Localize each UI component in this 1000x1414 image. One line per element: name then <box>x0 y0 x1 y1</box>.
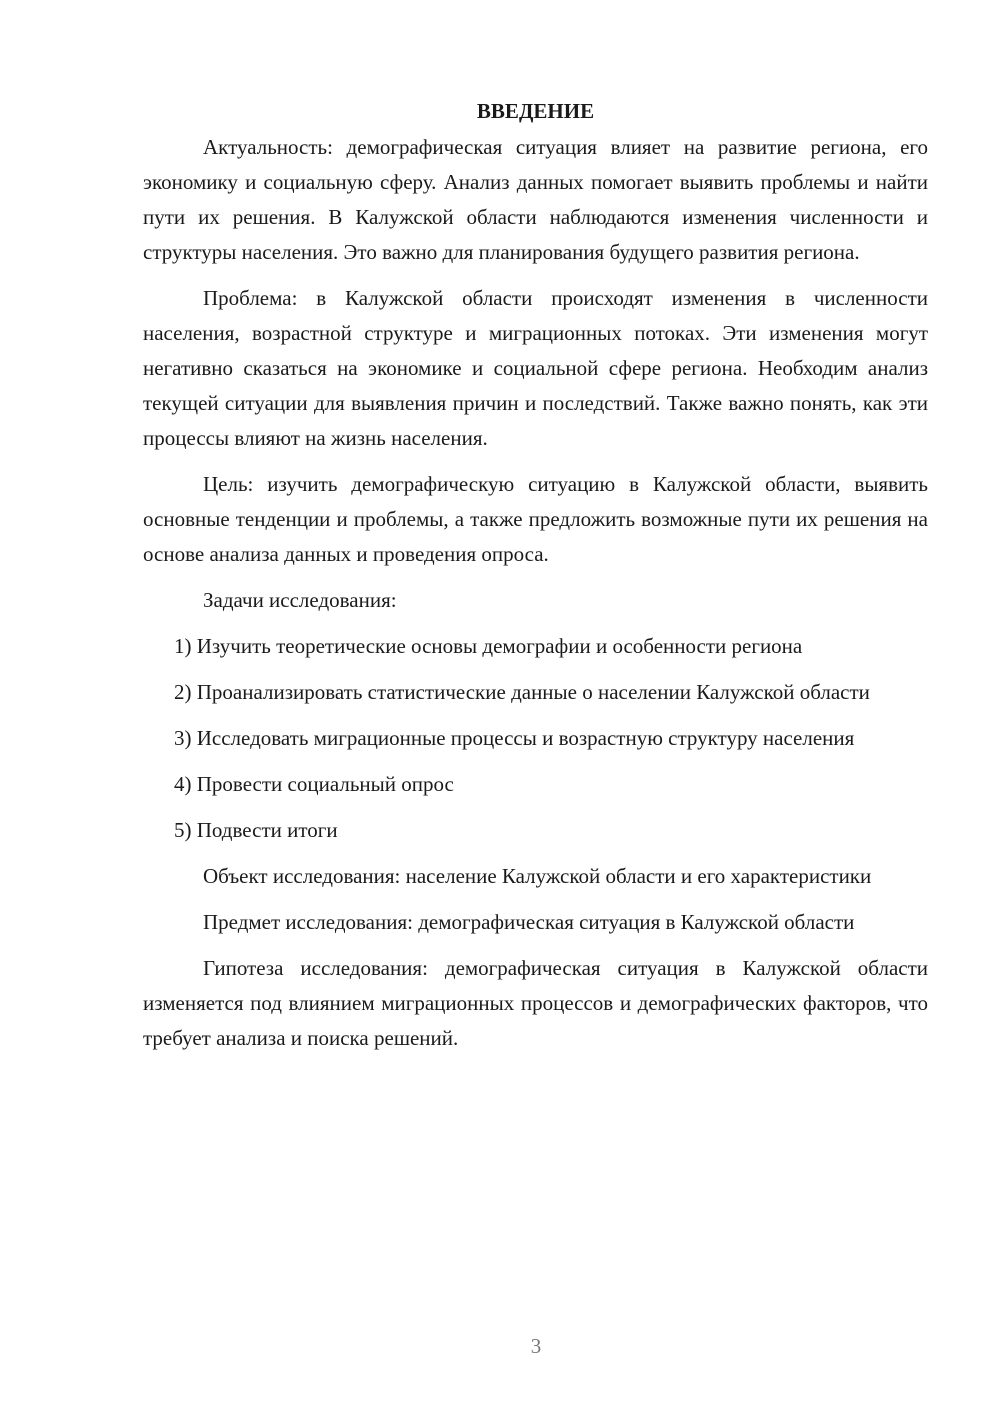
task-item-4: 4) Провести социальный опрос <box>174 772 454 796</box>
object-paragraph: Объект исследования: население Калужской области и его характеристики <box>203 864 872 888</box>
task-item-2: 2) Проанализировать статистические данные о населении Калужской области <box>174 680 870 704</box>
relevance-paragraph: Актуальность: демографическая ситуация влияет на развитие региона, его экономику и социальную сферу. Анализ данных помогает выявить проблемы и найти пути их решения. В Калужской области наблюдаются изменения численности и структуры населения. Это важно для планирования будущего развития региона. <box>143 135 928 264</box>
problem-paragraph: Проблема: в Калужской области происходят изменения в численности населения, возрастной структуре и миграционных потоках. Эти изменения могут негативно сказаться на экономике и социальной сфере региона. Необходим анализ текущей ситуации для выявления причин и последствий. Также важно понять, как эти процессы влияют на жизнь населения. <box>143 286 928 450</box>
subject-paragraph: Предмет исследования: демографическая ситуация в Калужской области <box>203 910 855 934</box>
hypothesis-paragraph: Гипотеза исследования: демографическая ситуация в Калужской области изменяется под влиянием миграционных процессов и демографических факторов, что требует анализа и поиска решений. <box>143 956 928 1050</box>
page-title: ВВЕДЕНИЕ <box>476 99 595 123</box>
page-content <box>143 92 928 1067</box>
task-item-5: 5) Подвести итоги <box>174 818 338 842</box>
goal-paragraph: Цель: изучить демографическую ситуацию в Калужской области, выявить основные тенденции и проблемы, а также предложить возможные пути их решения на основе анализа данных и проведения опроса. <box>143 472 928 566</box>
page-number: 3 <box>530 1334 542 1358</box>
task-item-3: 3) Исследовать миграционные процессы и возрастную структуру населения <box>174 726 855 750</box>
tasks-heading: Задачи исследования: <box>203 588 397 612</box>
task-item-1: 1) Изучить теоретические основы демографии и особенности региона <box>174 634 803 658</box>
